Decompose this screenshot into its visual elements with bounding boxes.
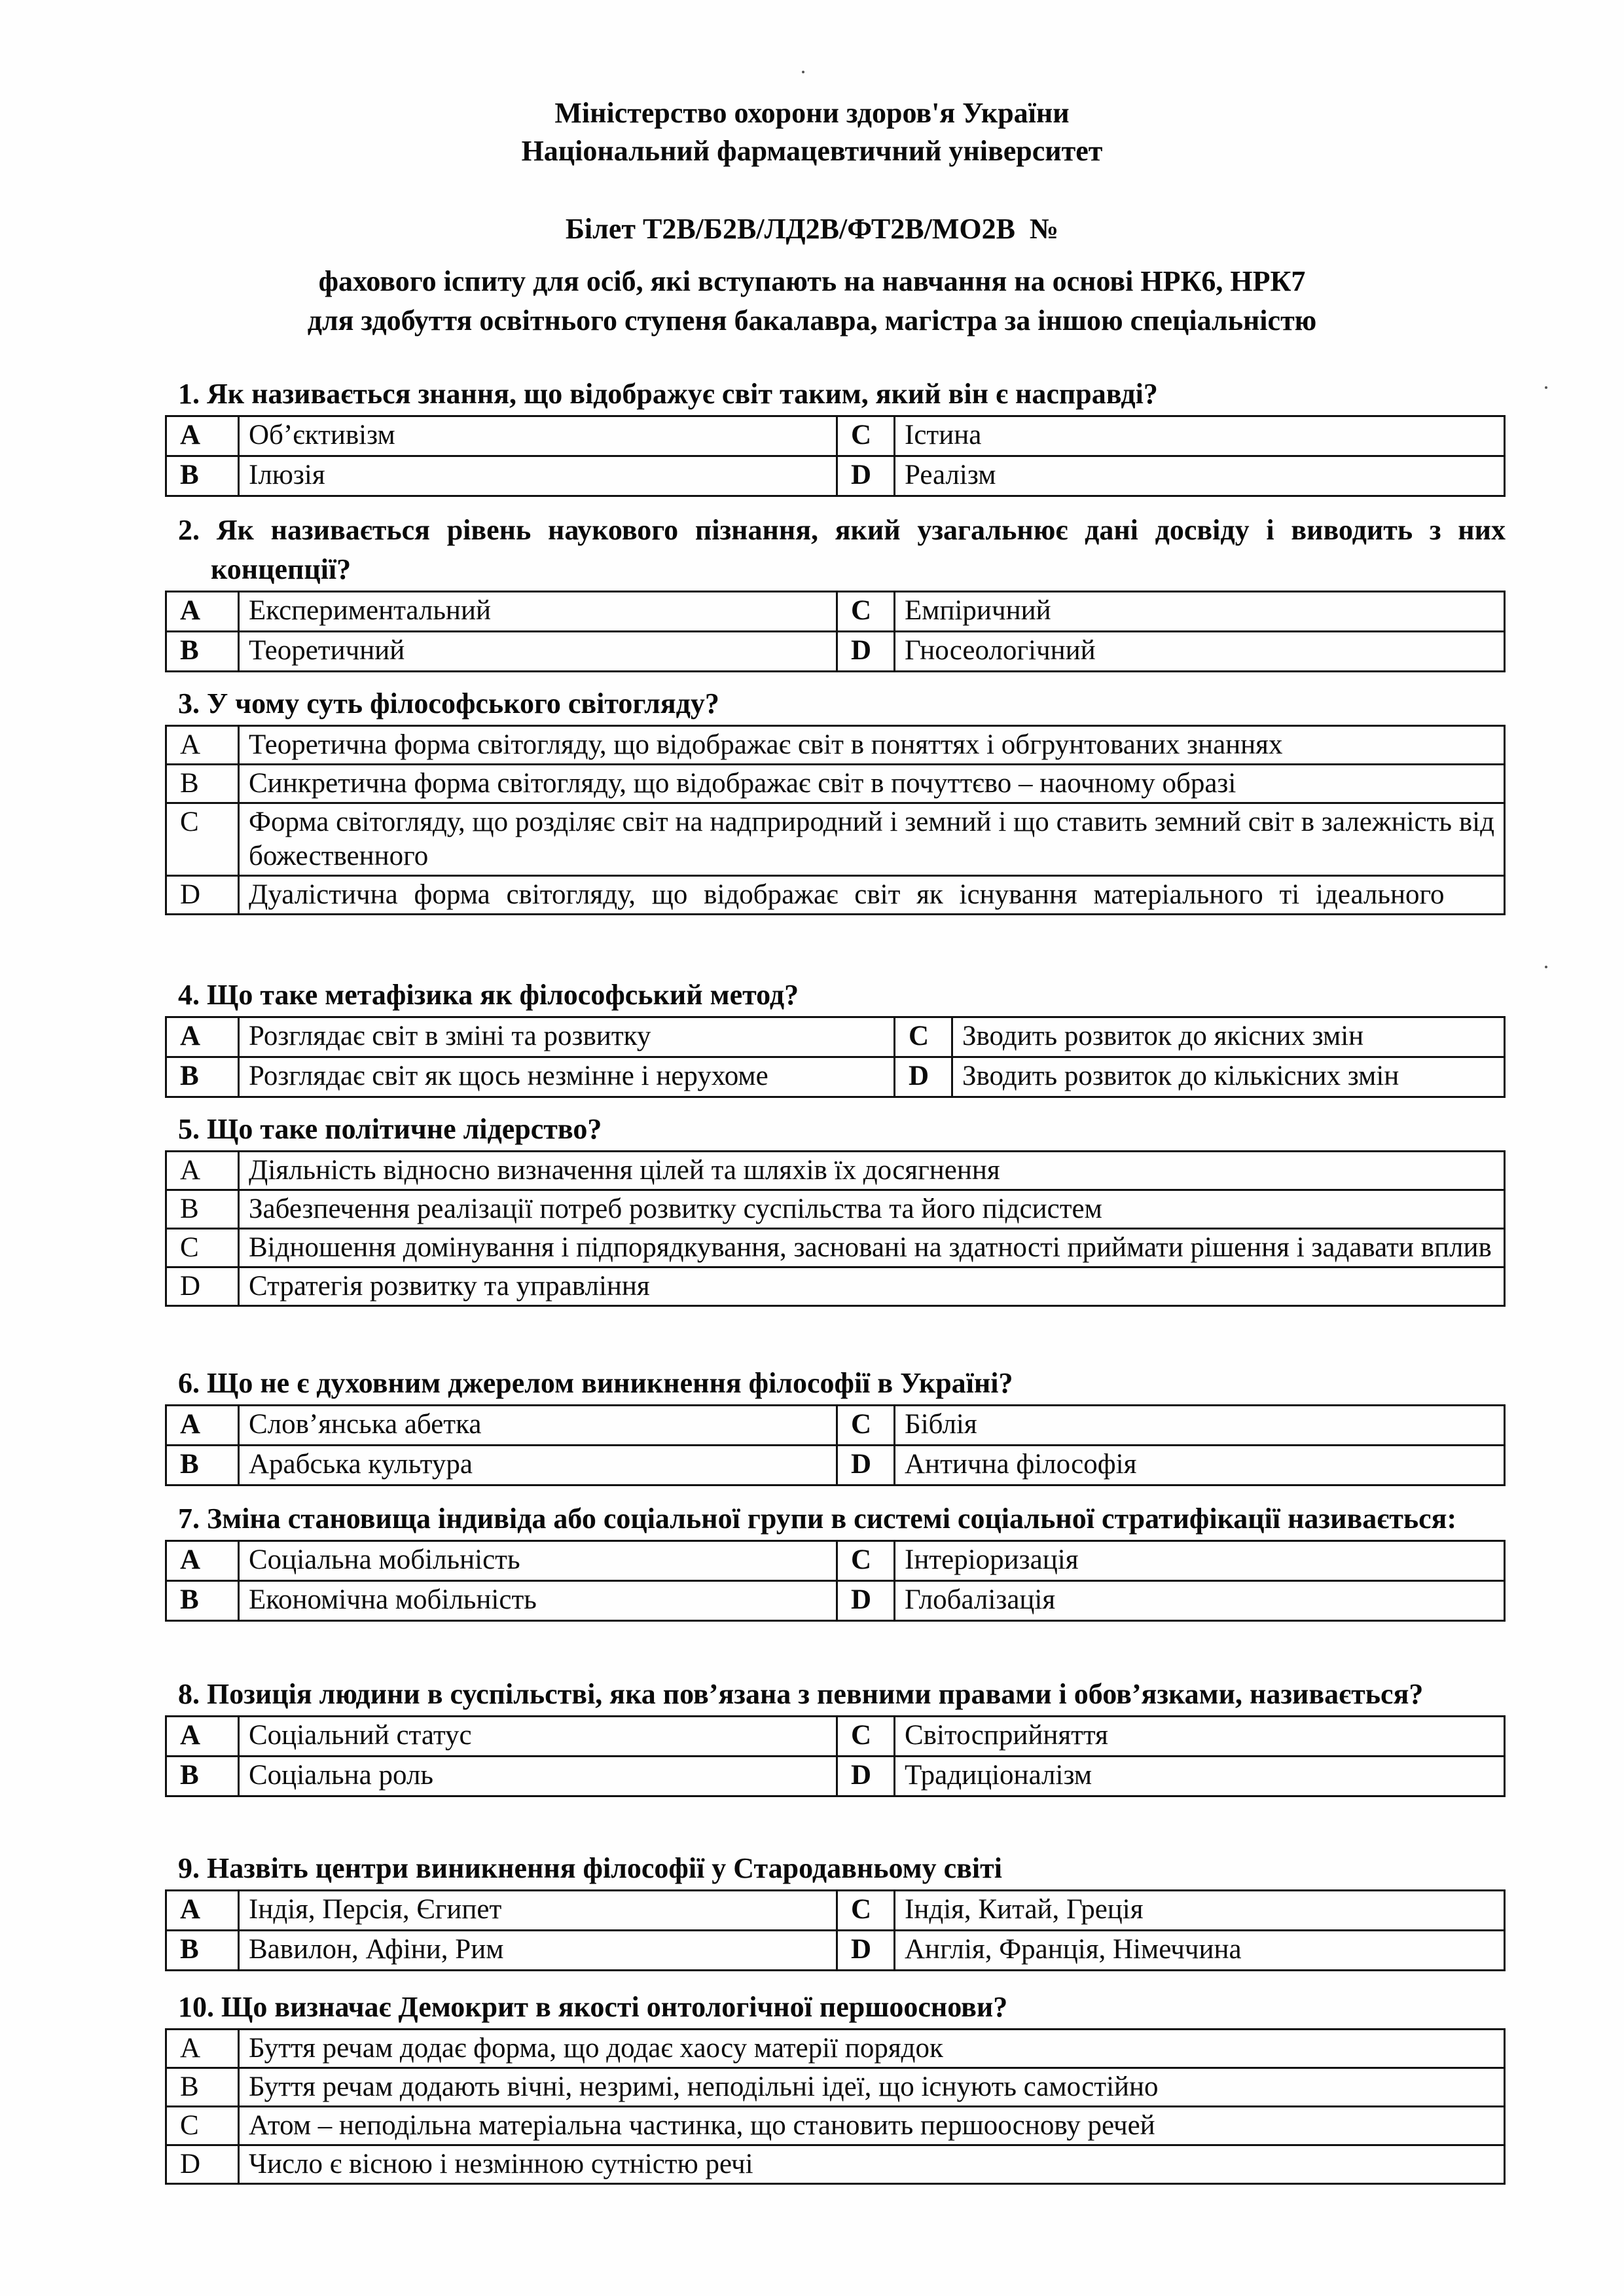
- question-8-options: [165, 1715, 1506, 1797]
- option-letter-c: C: [837, 1406, 895, 1446]
- question-5: [165, 1110, 1506, 1307]
- option-letter-c: C: [166, 1229, 239, 1267]
- scan-dot: [802, 71, 804, 73]
- option-c[interactable]: Інтеріоризація: [895, 1541, 1505, 1581]
- option-d[interactable]: Дуалістична форма світогляду, що відображає світ як існування матеріального ті ідеального: [239, 876, 1505, 915]
- question-8: [165, 1675, 1506, 1797]
- question-1-text: 1. Як називається знання, що відображує світ таким, який він є насправді?: [178, 378, 1158, 410]
- option-d[interactable]: Стратегія розвитку та управління: [239, 1267, 1505, 1306]
- option-letter-b: B: [166, 1057, 239, 1097]
- question-10: [165, 1988, 1506, 2185]
- option-b[interactable]: Буття речам додають вічні, незримі, неподільні ідеї, що існують самостійно: [239, 2068, 1505, 2107]
- option-letter-a: A: [166, 2030, 239, 2068]
- question-2-options: [165, 591, 1506, 672]
- question-5-text: 5. Що таке політичне лідерство?: [178, 1113, 602, 1145]
- option-letter-c: C: [837, 1717, 895, 1757]
- scan-dot: [1545, 966, 1547, 968]
- option-letter-a: A: [166, 1017, 239, 1057]
- option-b[interactable]: Забезпечення реалізації потреб розвитку суспільства та його підсистем: [239, 1190, 1505, 1229]
- question-4: [165, 975, 1506, 1098]
- option-letter-d: D: [895, 1057, 952, 1097]
- option-b[interactable]: Соціальна роль: [239, 1757, 837, 1796]
- question-2-text: 2. Як називається рівень наукового пізнання, який узагальнює дані досвіду і виводить з них концепції?: [178, 514, 1506, 585]
- question-4-text: 4. Що таке метафізика як філософський метод?: [178, 979, 799, 1011]
- option-c[interactable]: Світосприйняття: [895, 1717, 1505, 1757]
- option-c[interactable]: Відношення домінування і підпорядкування, засновані на здатності приймати рішення і задавати вплив: [239, 1229, 1505, 1267]
- option-letter-b: B: [166, 2068, 239, 2107]
- university-title: Національний фармацевтичний університет: [521, 135, 1103, 167]
- option-d[interactable]: Гносеологічний: [895, 632, 1505, 672]
- option-b[interactable]: Розглядає світ як щось незмінне і нерухоме: [239, 1057, 895, 1097]
- option-letter-c: C: [837, 416, 895, 456]
- question-6-options: [165, 1404, 1506, 1486]
- option-letter-d: D: [837, 1581, 895, 1621]
- question-5-options: [165, 1150, 1506, 1307]
- question-8-text: 8. Позиція людини в суспільстві, яка пов’язана з певними правами і обов’язками, називається?: [178, 1678, 1424, 1710]
- option-letter-d: D: [837, 1446, 895, 1485]
- option-letter-b: B: [166, 632, 239, 672]
- question-9-text: 9. Назвіть центри виникнення філософії у Стародавньому світі: [178, 1852, 1002, 1884]
- option-a[interactable]: Соціальний статус: [239, 1717, 837, 1757]
- question-9-options: [165, 1889, 1506, 1971]
- option-letter-c: C: [895, 1017, 952, 1057]
- question-10-text: 10. Що визначає Демокрит в якості онтологічної першооснови?: [178, 1991, 1008, 2023]
- option-c[interactable]: Емпіричний: [895, 592, 1505, 632]
- option-letter-a: A: [166, 592, 239, 632]
- option-d[interactable]: Зводить розвиток до кількісних змін: [952, 1057, 1505, 1097]
- option-letter-b: B: [166, 765, 239, 803]
- option-letter-a: A: [166, 1541, 239, 1581]
- option-letter-d: D: [837, 1757, 895, 1796]
- option-c[interactable]: Зводить розвиток до якісних змін: [952, 1017, 1505, 1057]
- option-d[interactable]: Англія, Франція, Німеччина: [895, 1931, 1505, 1971]
- option-letter-d: D: [837, 1931, 895, 1971]
- ministry-title: Міністерство охорони здоров'я України: [554, 97, 1070, 129]
- option-c[interactable]: Форма світогляду, що розділяє світ на надприродний і земний і що ставить земний світ в залежність від божественного: [239, 803, 1505, 876]
- option-letter-a: A: [166, 1406, 239, 1446]
- option-d[interactable]: Традиціоналізм: [895, 1757, 1505, 1796]
- option-letter-b: B: [166, 1190, 239, 1229]
- question-3-options: [165, 725, 1506, 915]
- option-letter-a: A: [166, 1717, 239, 1757]
- option-letter-d: D: [166, 1267, 239, 1306]
- option-letter-c: C: [837, 1891, 895, 1931]
- exam-subtitle-line1: фахового іспиту для осіб, які вступають на навчання на основі НРК6, НРК7: [318, 265, 1306, 297]
- option-d[interactable]: Реалізм: [895, 456, 1505, 496]
- option-letter-c: C: [837, 592, 895, 632]
- exam-subtitle-line2: для здобуття освітнього ступеня бакалавра, магістра за іншою спеціальністю: [307, 304, 1317, 337]
- option-a[interactable]: Буття речам додає форма, що додає хаосу матерії порядок: [239, 2030, 1505, 2068]
- option-a[interactable]: Діяльність відносно визначення цілей та шляхів їх досягнення: [239, 1152, 1505, 1190]
- option-letter-a: A: [166, 1891, 239, 1931]
- option-letter-b: B: [166, 1931, 239, 1971]
- option-a[interactable]: Розглядає світ в зміні та розвитку: [239, 1017, 895, 1057]
- option-c[interactable]: Істина: [895, 416, 1505, 456]
- ticket-title: Білет Т2В/Б2В/ЛД2В/ФТ2В/МО2В №: [565, 213, 1059, 245]
- option-letter-c: C: [837, 1541, 895, 1581]
- option-d[interactable]: Антична філософія: [895, 1446, 1505, 1485]
- option-letter-b: B: [166, 1757, 239, 1796]
- option-letter-d: D: [166, 2145, 239, 2184]
- option-letter-b: B: [166, 1446, 239, 1485]
- option-b[interactable]: Ілюзія: [239, 456, 837, 496]
- question-3: [165, 684, 1506, 915]
- option-d[interactable]: Глобалізація: [895, 1581, 1505, 1621]
- option-letter-d: D: [837, 632, 895, 672]
- question-7: [165, 1499, 1506, 1622]
- option-c[interactable]: Індія, Китай, Греція: [895, 1891, 1505, 1931]
- option-a[interactable]: Слов’янська абетка: [239, 1406, 837, 1446]
- question-10-options: [165, 2028, 1506, 2185]
- question-3-text: 3. У чому суть філософського світогляду?: [178, 687, 719, 720]
- question-1-options: [165, 415, 1506, 497]
- option-letter-a: A: [166, 1152, 239, 1190]
- question-7-text: 7. Зміна становища індивіда або соціальної групи в системі соціальної стратифікації називається:: [178, 1503, 1457, 1535]
- option-b[interactable]: Вавилон, Афіни, Рим: [239, 1931, 837, 1971]
- question-6-text: 6. Що не є духовним джерелом виникнення філософії в Україні?: [178, 1367, 1013, 1399]
- question-2: [165, 511, 1506, 672]
- question-1: [165, 374, 1506, 497]
- option-letter-c: C: [166, 2107, 239, 2145]
- option-b[interactable]: Арабська культура: [239, 1446, 837, 1485]
- question-7-options: [165, 1540, 1506, 1622]
- option-letter-b: B: [166, 1581, 239, 1621]
- question-4-options: [165, 1016, 1506, 1098]
- option-a[interactable]: Соціальна мобільність: [239, 1541, 837, 1581]
- option-a[interactable]: Експериментальний: [239, 592, 837, 632]
- option-b[interactable]: Теоретичний: [239, 632, 837, 672]
- option-letter-d: D: [837, 456, 895, 496]
- option-b[interactable]: Синкретична форма світогляду, що відображає світ в почуттєво – наочному образі: [239, 765, 1505, 803]
- question-9: [165, 1849, 1506, 1971]
- option-a[interactable]: Об’єктивізм: [239, 416, 837, 456]
- option-c[interactable]: Біблія: [895, 1406, 1505, 1446]
- option-a[interactable]: Індія, Персія, Єгипет: [239, 1891, 837, 1931]
- option-letter-a: A: [166, 416, 239, 456]
- option-a[interactable]: Теоретична форма світогляду, що відображає світ в поняттях і обгрунтованих знаннях: [239, 726, 1505, 765]
- option-d[interactable]: Число є вісною і незмінною сутністю речі: [239, 2145, 1505, 2184]
- option-letter-c: C: [166, 803, 239, 876]
- option-letter-d: D: [166, 876, 239, 915]
- option-c[interactable]: Атом – неподільна матеріальна частинка, що становить першооснову речей: [239, 2107, 1505, 2145]
- scan-dot: [1545, 386, 1547, 389]
- option-letter-b: B: [166, 456, 239, 496]
- option-letter-a: A: [166, 726, 239, 765]
- option-b[interactable]: Економічна мобільність: [239, 1581, 837, 1621]
- question-6: [165, 1364, 1506, 1486]
